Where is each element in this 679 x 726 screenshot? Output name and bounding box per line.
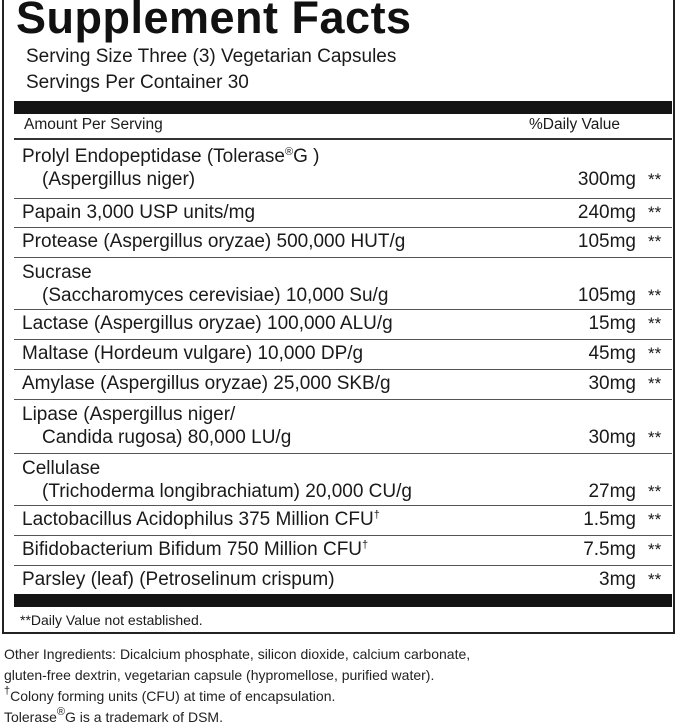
daily-value-mark: ** — [648, 570, 662, 589]
other-ingredients-line1: Other Ingredients: Dicalcium phosphate, silicon dioxide, calcium carbonate, — [4, 646, 471, 662]
ingredient-amount: 7.5mg — [583, 539, 636, 560]
ingredient-amount: 30mg — [588, 427, 636, 448]
superscript-mark: ® — [285, 146, 294, 158]
ingredient-amount: 27mg — [588, 481, 636, 502]
ingredient-amount: 105mg — [577, 231, 636, 252]
servings-per-container: Servings Per Container 30 — [26, 72, 249, 93]
superscript-mark: † — [373, 509, 380, 521]
ingredient-name: Prolyl Endopeptidase (Tolerase®G ) — [22, 146, 320, 167]
ingredient-row — [14, 505, 672, 535]
daily-value-mark: ** — [648, 428, 662, 447]
ingredient-amount: 45mg — [588, 343, 636, 364]
ingredient-amount: 240mg — [577, 202, 636, 223]
ingredient-row — [14, 227, 672, 257]
ingredient-row — [14, 339, 672, 369]
daily-value-mark: ** — [648, 232, 662, 251]
panel-title: Supplement Facts — [16, 0, 412, 43]
daily-value-mark: ** — [648, 286, 662, 305]
ingredient-name-cont: Candida rugosa) 80,000 LU/g — [42, 427, 292, 448]
daily-value-mark: ** — [648, 314, 662, 333]
amount-per-serving-header: Amount Per Serving — [24, 116, 163, 133]
other-ingredients-line2: gluten-free dextrin, vegetarian capsule (hypromellose, purified water). — [4, 667, 435, 683]
daily-value-mark: ** — [648, 540, 662, 559]
ingredient-amount: 105mg — [577, 285, 636, 306]
ingredient-row — [14, 369, 672, 399]
ingredient-row — [14, 453, 672, 505]
ingredient-name: Lactase (Aspergillus oryzae) 100,000 ALU/g — [22, 313, 393, 334]
ingredient-row — [14, 535, 672, 565]
ingredient-amount: 30mg — [588, 373, 636, 394]
ingredient-row — [14, 399, 672, 453]
serving-size: Serving Size Three (3) Vegetarian Capsules — [26, 46, 397, 67]
ingredient-name: Amylase (Aspergillus oryzae) 25,000 SKB/g — [22, 373, 391, 394]
ingredient-name: Cellulase — [22, 458, 101, 479]
daily-value-mark: ** — [648, 374, 662, 393]
ingredient-name-cont: (Saccharomyces cerevisiae) 10,000 Su/g — [42, 285, 389, 306]
daily-value-mark: ** — [648, 482, 662, 501]
trademark-note: Tolerase®G is a trademark of DSM. — [4, 706, 223, 725]
ingredient-name: Lactobacillus Acidophilus 375 Million CFU† — [22, 509, 380, 530]
ingredient-name-cont: (Trichoderma longibrachiatum) 20,000 CU/g — [42, 481, 412, 502]
cfu-note: †Colony forming units (CFU) at time of encapsulation. — [4, 685, 336, 704]
ingredient-name: Maltase (Hordeum vulgare) 10,000 DP/g — [22, 343, 364, 364]
ingredient-name-cont: (Aspergillus niger) — [42, 169, 196, 190]
ingredient-row — [14, 565, 672, 594]
ingredient-name: Papain 3,000 USP units/mg — [22, 202, 256, 223]
daily-value-header: %Daily Value — [529, 116, 621, 133]
ingredient-row — [14, 257, 672, 309]
daily-value-mark: ** — [648, 170, 662, 189]
ingredient-name: Parsley (leaf) (Petroselinum crispum) — [22, 569, 335, 590]
ingredient-name: Lipase (Aspergillus niger/ — [22, 404, 236, 425]
ingredient-amount: 3mg — [599, 569, 636, 590]
daily-value-mark: ** — [648, 344, 662, 363]
ingredient-name: Protease (Aspergillus oryzae) 500,000 HUT/g — [22, 231, 406, 252]
ingredient-row — [14, 198, 672, 227]
ingredient-name: Bifidobacterium Bifidum 750 Million CFU† — [22, 539, 369, 560]
header-divider — [14, 138, 672, 140]
registered-mark: ® — [56, 706, 66, 718]
ingredient-row — [14, 142, 672, 198]
ingredient-amount: 15mg — [588, 313, 636, 334]
thick-divider-bottom — [14, 594, 672, 607]
ingredient-amount: 1.5mg — [583, 509, 636, 530]
ingredient-name: Sucrase — [22, 262, 92, 283]
thick-divider-top — [14, 101, 672, 114]
daily-value-footnote: **Daily Value not established. — [20, 612, 203, 628]
supplement-facts-panel — [2, 0, 675, 634]
superscript-mark: † — [362, 539, 369, 551]
dagger-mark: † — [4, 685, 11, 697]
ingredient-row — [14, 309, 672, 339]
ingredient-amount: 300mg — [577, 169, 636, 190]
daily-value-mark: ** — [648, 510, 662, 529]
daily-value-mark: ** — [648, 203, 662, 222]
